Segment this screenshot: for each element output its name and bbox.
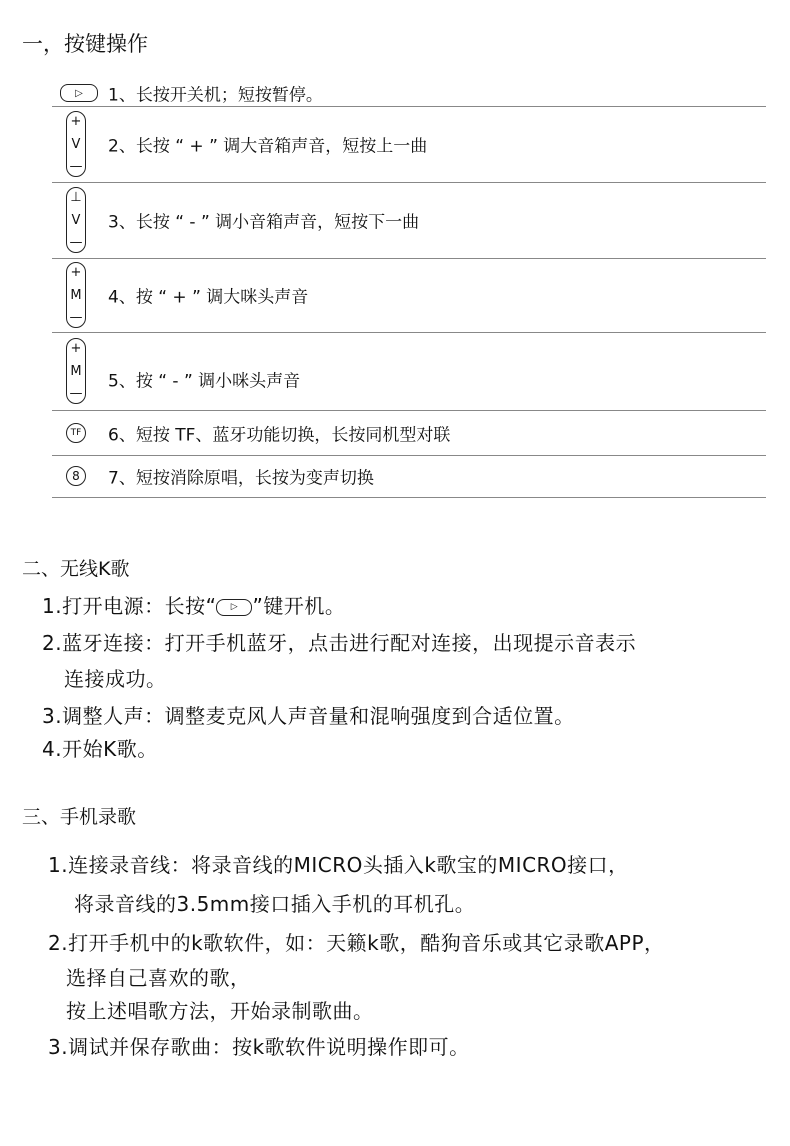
volume-rocker-icon xyxy=(66,187,86,253)
button-row xyxy=(52,410,766,456)
tf-button-icon xyxy=(66,423,86,443)
button-row xyxy=(52,455,766,498)
button-row xyxy=(52,80,766,107)
label: V xyxy=(71,136,81,152)
button-row xyxy=(52,332,766,411)
label: M xyxy=(70,287,82,303)
play-pause-icon xyxy=(60,84,98,102)
row-text: 1、长按开关机；短按暂停。 xyxy=(108,85,323,106)
section-title-wireless: 二、无线K歌 xyxy=(22,558,130,580)
step-2-cont: 按上述唱歌方法，开始录制歌曲。 xyxy=(66,999,374,1023)
plus: ⊥ xyxy=(70,190,82,205)
step-2-cont: 连接成功。 xyxy=(64,667,167,691)
step-4: 4.开始K歌。 xyxy=(42,737,158,761)
step-text: 1.打开电源：长按“ xyxy=(42,594,217,618)
step-text: ”键开机。 xyxy=(252,594,346,618)
section-title-buttons: 一，按键操作 xyxy=(22,32,148,56)
row-text: 6、短按 TF、蓝牙功能切换，长按同机型对联 xyxy=(108,425,451,445)
step-2-cont: 选择自己喜欢的歌， xyxy=(66,966,251,990)
row-text: 7、短按消除原唱，长按为变声切换 xyxy=(108,468,374,489)
volume-rocker-icon xyxy=(66,111,86,177)
step-1 xyxy=(42,590,345,619)
step-2: 2.打开手机中的k歌软件，如：天籁k歌，酷狗音乐或其它录歌APP， xyxy=(48,931,665,955)
plus: + xyxy=(70,341,82,356)
button-row xyxy=(52,106,766,183)
row-text: 2、长按 “ + ” 调大音箱声音，短按上一曲 xyxy=(108,136,428,157)
mic-rocker-icon xyxy=(66,338,86,404)
label: V xyxy=(71,212,81,228)
step-1: 1.连接录音线：将录音线的MICRO头插入k歌宝的MICRO接口， xyxy=(48,853,629,877)
step-1-cont: 将录音线的3.5mm接口插入手机的耳机孔。 xyxy=(74,892,476,916)
section-title-recording: 三、手机录歌 xyxy=(22,806,137,828)
icon-glyph: 8 xyxy=(72,469,80,483)
minus: — xyxy=(69,235,83,250)
step-3: 3.调试并保存歌曲：按k歌软件说明操作即可。 xyxy=(48,1035,470,1059)
icon-glyph: TF xyxy=(70,427,82,438)
button-row xyxy=(52,258,766,333)
button-row xyxy=(52,182,766,259)
mic-rocker-icon xyxy=(66,262,86,328)
step-3: 3.调整人声：调整麦克风人声音量和混响强度到合适位置。 xyxy=(42,704,575,728)
row-text: 4、按 “ + ” 调大咪头声音 xyxy=(108,287,309,308)
row-text: 3、长按 “ - ” 调小音箱声音，短按下一曲 xyxy=(108,212,420,233)
row-text: 5、按 “ - ” 调小咪头声音 xyxy=(108,371,301,392)
minus: — xyxy=(69,159,83,174)
plus: + xyxy=(70,114,82,129)
plus: + xyxy=(70,265,82,280)
step-2: 2.蓝牙连接：打开手机蓝牙，点击进行配对连接，出现提示音表示 xyxy=(42,631,637,655)
minus: — xyxy=(69,310,83,325)
label: M xyxy=(70,363,82,379)
minus: — xyxy=(69,386,83,401)
icon-glyph: ▷ xyxy=(75,87,83,99)
eight-button-icon xyxy=(66,466,86,486)
play-pause-icon: ▷ xyxy=(216,599,252,616)
